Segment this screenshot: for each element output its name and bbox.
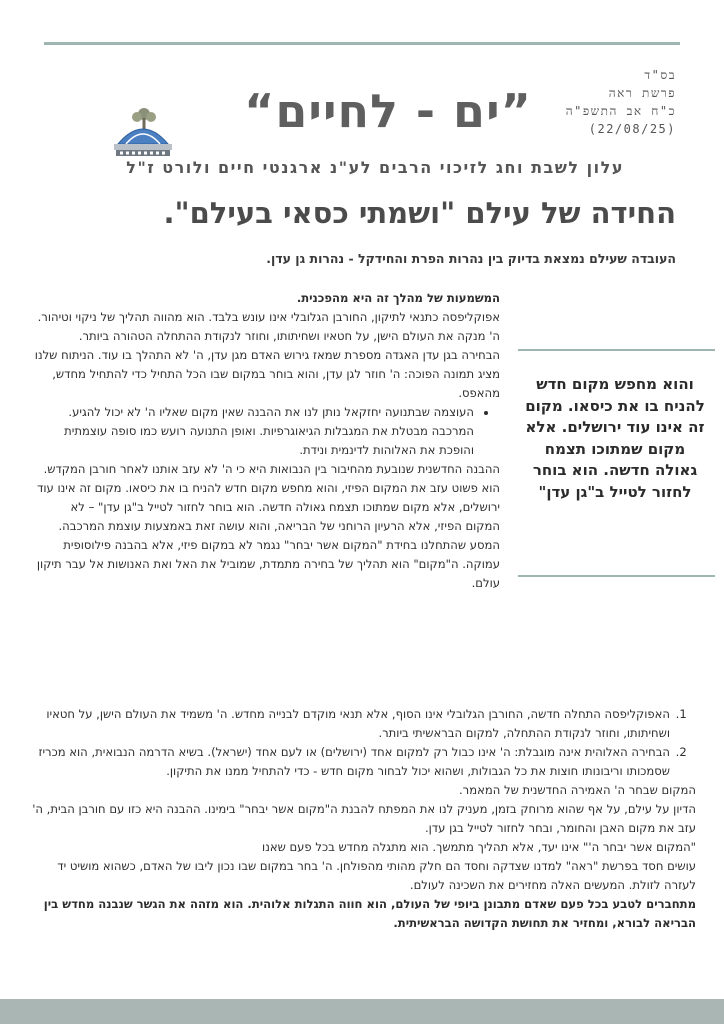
dome-with-tree-logo: [106, 104, 180, 160]
numbered-item-2: 2. הבחירה האלוהית אינה מוגבלת: ה' אינו כבול רק למקום אחד (ירושלים) או לעם אחד (ישראל). בשיא הדרמה הנבואית, הוא מכריז שסמכותו וריבונותו חוצות את כל הגבולות, ושהוא יכול לבחור מקום חדש - כדי להתחיל ממנו את התיקון.: [28, 743, 672, 781]
paragraph-journey: המסע שהתחלנו בחידת "המקום אשר יבחר" נגמר לא במקום פיזי, אלא בהבנה פילוסופית עמוקה. ה"מקום" הוא תהליך של בחירה מתמדת, שמוביל את האל ואת האנושות אל עבר תיקון עולם.: [36, 538, 500, 590]
paragraph-understanding: ההבנה החדשנית שנובעת מהחיבור בין הנבואות היא כי ה' לא עזב אותנו לאחר חורבן המקדש. הוא פשוט עזב את המקום הפיזי, והוא מחפש מקום חדש להניח בו את כיסאו. מקום זה אינו עוד ירושלים, אלא מקום שמתוכו תצמח גאולה חדשה. הוא בוחר לחזור לטייל ב"גן עדן" – לא המקום הפיזי, אלא הרעיון הרוחני של הבריאה, והוא עושה זאת באמצעות עוצמת המרכבה.: [37, 462, 500, 533]
paragraph-garden: הבחירה בגן עדן האגדה מספרת שמאז גירוש האדם מגן עדן, ה' לא התהלך בו עוד. הניתוח שלנו מציג תמונה הפוכה: ה' חוזר לגן עדן, והוא בוחר במקום שבו הכל התחיל כדי להתחיל מחדש, מהאפס.: [34, 348, 500, 400]
newsletter-subtitle: עלון לשבת וחג לזיכוי הרבים לע"נ ארגנטי חיים ולורט ז"ל: [126, 158, 624, 177]
gregorian-date: (22/08/25): [588, 122, 676, 136]
header-meta: [566, 66, 676, 138]
bullet-list: [34, 403, 500, 460]
pullquote-divider-bottom: [518, 575, 715, 577]
article-title: החידה של עילם "ושמתי כסאי בעילם".: [163, 196, 676, 230]
footer-bar: [0, 999, 724, 1024]
closing-bold: מתחברים לטבע בכל פעם שאדם מתבונן ביופי של העולם, הוא חווה התגלות אלוהית. הוא מזהה את הגשר שנבנה מחדש בין הבריאה לבורא, ומחזיר את תחושת הקדושה הבראשיתית.: [43, 897, 696, 930]
closing-line-2: הדיון על עילם, על אף שהוא מרוחק בזמן, מעניק לנו את המפתח להבנת ה"מקום אשר יבחר" בימינו. ההבנה היא כזו עם חורבן הבית, ה' עזב את מקום האבן והחומר, ובחר לחזור לטייל בגן עדן.: [32, 802, 696, 835]
section-heading: המשמעות של מהלך זה היא מהפכנית.: [296, 291, 500, 305]
paragraph-apocalypse: אפוקליפסה כתנאי לתיקון, החורבן הגלובלי אינו עונש בלבד. הוא מהווה תהליך של ניקוי וטיהור. ה' מנקה את העולם הישן, על חטאיו ושחיתותו, וחוזר לנקודת ההתחלה הטהורה ביותר.: [37, 310, 500, 343]
masthead-title: ”ים - לחיים“: [244, 84, 532, 138]
main-column: [34, 289, 500, 593]
pullquote-divider-top: [518, 349, 715, 351]
numbered-item-1: 1. האפוקליפסה התחלה חדשה, החורבן הגלובלי אינו הסוף, אלא תנאי מוקדם לבנייה מחדש. ה' משמיד את העולם הישן, על חטאיו ושחיתותו, וחוזר לנקודת ההתחלה, למקום הבראשיתי ביותר.: [28, 705, 672, 743]
parasha-label: פרשת ראה: [608, 86, 676, 100]
bullet-item: • העוצמה שבתנועה יחזקאל נותן לנו את ההבנה שאין מקום שאליו ה' לא יכול להגיע. המרכבה מבטלת את המגבלות הגיאוגרפיות. ואופן התנועה רועש כמו סופה עוצמתית והופכת את האלוהות לדינמית ונידת.: [34, 403, 474, 460]
closing-line-3: "המקום אשר יבחר ה'" אינו יעד, אלא תהליך מתמשך. הוא מתגלה מחדש בכל פעם שאנו: [262, 840, 696, 854]
article-tagline: העובדה שעילם נמצאת בדיוק בין נהרות הפרת והחידקל - נהרות גן עדן.: [266, 251, 676, 266]
closing-line-1: המקום שבחר ה' האמירה החדשנית של המאמר.: [459, 783, 696, 797]
lower-section: [28, 705, 696, 933]
pullquote: והוא מחפש מקום חדש להניח בו את כיסאו. מקום זה אינו עוד ירושלים. אלא מקום שמתוכו תצמח גאולה חדשה. הוא בוחר לחזור לטייל ב"גן עדן": [525, 375, 705, 501]
hebrew-date: כ"ח אב התשפ"ה: [565, 104, 676, 118]
closing-line-4: עושים חסד בפרשת "ראה" למדנו שצדקה וחסד הם חלק מהותי מהפולחן. ה' בחר במקום שבו נכון ליבו של האדם, כשהוא מושיט יד לעזרה לזולת. המעשים האלה מחזירים את השכינה לעולם.: [57, 859, 696, 892]
top-divider: [44, 42, 680, 45]
bsd-label: בס"ד: [644, 68, 676, 82]
numbered-list: [28, 705, 696, 781]
